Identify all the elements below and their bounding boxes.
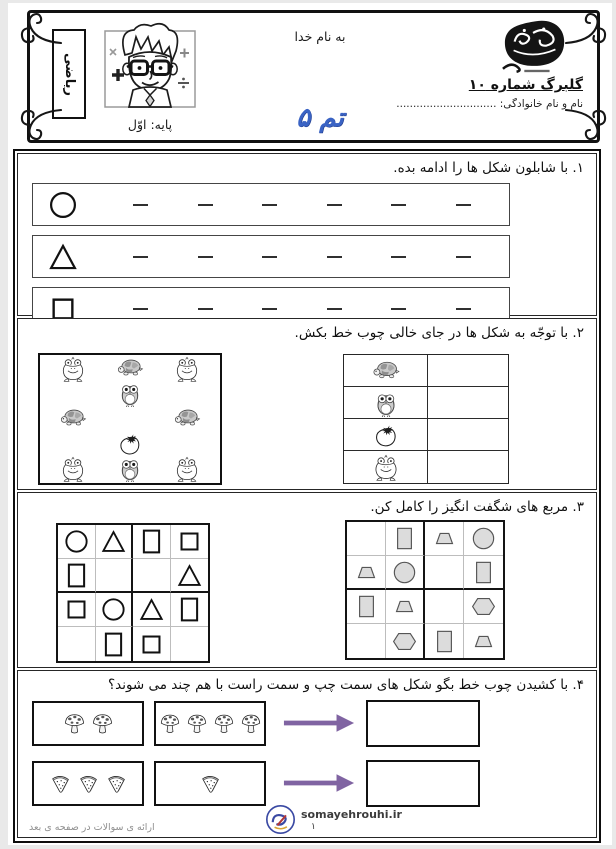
trace-dash[interactable]	[391, 256, 406, 258]
g-rect-cell	[464, 556, 503, 590]
circle-o-cell	[58, 525, 96, 559]
g-circle-icon	[469, 524, 498, 553]
owl-cell	[101, 381, 158, 406]
section-2-title: ۲. با توجّه به شکل ها در جای خالی چوب خط بکش.	[294, 325, 584, 341]
g-rect-cell	[425, 624, 464, 658]
bismillah-text: به نام خدا	[294, 29, 346, 44]
frog-cell	[159, 356, 216, 381]
rect-o-icon	[62, 561, 91, 590]
subject-label: ریاضی	[61, 52, 77, 96]
tally-icon-cell	[344, 387, 428, 418]
count-box-b	[154, 701, 266, 746]
mushroom-icon	[212, 711, 236, 736]
sq-o-icon	[62, 595, 91, 624]
row-shape	[45, 187, 81, 223]
mushroom-icon	[62, 711, 87, 736]
circle-o-icon	[62, 527, 91, 556]
rect-o-icon	[175, 595, 204, 624]
trace-dash[interactable]	[262, 308, 277, 310]
empty-cell[interactable]	[425, 590, 464, 624]
trace-dash[interactable]	[133, 256, 148, 258]
g-rect-cell	[347, 590, 386, 624]
watermelon-icon	[76, 771, 101, 796]
tally-answer-cell[interactable]	[428, 387, 508, 418]
tri-o-cell	[133, 593, 171, 627]
section-1-title: ۱. با شابلون شکل ها را ادامه بده.	[393, 160, 584, 176]
tomato-icon	[372, 421, 400, 449]
turtle-icon	[56, 405, 90, 432]
addition-row-watermelons	[32, 758, 596, 808]
corner-flourish-icon	[564, 106, 610, 152]
tally-row-tomato	[344, 419, 508, 451]
tally-row-owl	[344, 387, 508, 419]
sq-o-icon	[175, 527, 204, 556]
turtle-icon	[372, 357, 400, 385]
page-number: ۱	[311, 821, 316, 832]
tally-icon-cell	[344, 355, 428, 386]
empty-cell[interactable]	[425, 556, 464, 590]
empty-cell[interactable]	[58, 627, 96, 661]
tally-icon-cell	[344, 419, 428, 450]
g-rect-icon	[390, 524, 419, 553]
worksheet-sheet	[8, 3, 612, 845]
section-4-title: ۴. با کشیدن چوب خط بگو شکل های سمت چپ و سمت راست با هم چند می شوند؟	[107, 677, 584, 693]
empty-cell	[44, 381, 101, 406]
turtle-cell	[159, 406, 216, 431]
rect-o-cell	[171, 593, 209, 627]
owl-icon	[113, 455, 147, 482]
frog-icon	[372, 453, 400, 481]
trace-dash[interactable]	[327, 308, 342, 310]
sq-o-cell	[58, 593, 96, 627]
tally-answer-cell[interactable]	[428, 451, 508, 483]
rect-o-icon	[99, 630, 128, 659]
section-3-magic-squares	[17, 492, 597, 668]
picture-grid	[38, 353, 222, 485]
name-field[interactable]: نام و نام خانوادگی: ..............................	[396, 98, 583, 110]
g-trap-cell	[464, 624, 503, 658]
circle-o-cell	[96, 593, 134, 627]
count-box-a	[32, 701, 144, 746]
student-cartoon	[100, 19, 200, 109]
rect-o-cell	[133, 525, 171, 559]
section-2-tally-counting	[17, 318, 597, 490]
tri-o-cell	[171, 559, 209, 593]
tally-row-turtle	[344, 355, 508, 387]
empty-cell[interactable]	[133, 559, 171, 593]
frog-icon	[56, 355, 90, 382]
turtle-cell	[101, 356, 158, 381]
tomato-icon	[113, 430, 147, 457]
g-rect-icon	[469, 558, 498, 587]
section-1-pattern-tracing	[17, 153, 597, 316]
grade-label: پایه: اوّل	[127, 117, 173, 132]
empty-cell	[159, 431, 216, 456]
worksheet-body	[13, 149, 601, 843]
g-rect-icon	[430, 627, 459, 656]
tomato-cell	[101, 431, 158, 456]
header	[27, 10, 600, 143]
trace-dash[interactable]	[456, 256, 471, 258]
empty-cell[interactable]	[347, 522, 386, 556]
g-trap-cell	[386, 590, 425, 624]
count-box-b	[154, 761, 266, 806]
sq-o-cell	[171, 525, 209, 559]
tri-o-icon	[46, 240, 80, 274]
mushroom-icon	[90, 711, 115, 736]
frog-icon	[170, 455, 204, 482]
g-hex-icon	[469, 592, 498, 621]
mushroom-icon	[185, 711, 209, 736]
trace-dash[interactable]	[327, 204, 342, 206]
g-trap-icon	[469, 627, 498, 656]
row-shape	[45, 239, 81, 275]
frog-icon	[56, 455, 90, 482]
tally-answer-cell[interactable]	[428, 419, 508, 450]
rect-o-cell	[96, 627, 134, 661]
magic-square-outline	[56, 523, 210, 663]
g-hex-icon	[390, 627, 419, 656]
theme-title: تم ۵	[296, 103, 344, 133]
empty-cell[interactable]	[347, 624, 386, 658]
turtle-icon	[170, 405, 204, 432]
frog-cell	[159, 456, 216, 481]
rect-o-cell	[58, 559, 96, 593]
sq-o-icon	[137, 630, 166, 659]
g-rect-icon	[352, 592, 381, 621]
frog-cell	[44, 456, 101, 481]
g-hex-cell	[464, 590, 503, 624]
header-right	[396, 15, 591, 110]
tracing-row-triangle	[32, 235, 510, 278]
website-text: somayehrouhi.ir	[301, 807, 402, 821]
trace-dash[interactable]	[133, 308, 148, 310]
g-trap-icon	[430, 524, 459, 553]
tally-row-frog	[344, 451, 508, 483]
tri-o-cell	[96, 525, 134, 559]
trace-dash[interactable]	[198, 256, 213, 258]
header-left	[40, 19, 220, 139]
trace-dash[interactable]	[391, 204, 406, 206]
addition-row-mushrooms	[32, 698, 596, 748]
watermark-logo-icon	[265, 804, 296, 835]
empty-cell	[159, 381, 216, 406]
owl-cell	[101, 456, 158, 481]
arrow-icon	[282, 772, 356, 794]
trace-dash[interactable]	[262, 256, 277, 258]
school-logo-icon	[501, 18, 569, 75]
empty-cell	[101, 406, 158, 431]
owl-icon	[113, 380, 147, 407]
trace-dash[interactable]	[327, 256, 342, 258]
arrow-icon	[282, 712, 356, 734]
tally-answer-cell[interactable]	[428, 355, 508, 386]
tracing-row-circle	[32, 183, 510, 226]
trace-dashes	[133, 308, 471, 310]
g-hex-cell	[386, 624, 425, 658]
header-center	[225, 13, 415, 140]
empty-cell[interactable]	[171, 627, 209, 661]
watermelon-icon	[198, 771, 223, 796]
tracing-rows	[32, 183, 510, 330]
empty-cell	[44, 431, 101, 456]
empty-cell[interactable]	[96, 559, 134, 593]
tri-o-icon	[99, 527, 128, 556]
watermelon-icon	[104, 771, 129, 796]
answer-box[interactable]	[366, 760, 480, 807]
trace-dash[interactable]	[198, 308, 213, 310]
tally-icon-cell	[344, 451, 428, 483]
mushroom-icon	[158, 711, 182, 736]
circle-o-icon	[99, 595, 128, 624]
g-rect-cell	[386, 522, 425, 556]
watermelon-icon	[48, 771, 73, 796]
answer-box[interactable]	[366, 700, 480, 747]
magic-square-gray	[345, 520, 505, 660]
rect-o-icon	[137, 527, 166, 556]
trace-dash[interactable]	[198, 204, 213, 206]
circle-o-icon	[46, 188, 80, 222]
footer-note: ارائه ی سوالات در صفحه ی بعد	[29, 822, 155, 833]
tri-o-icon	[175, 561, 204, 590]
section-3-title: ۳. مربع های شگفت انگیز را کامل کن.	[370, 499, 584, 515]
frog-icon	[170, 355, 204, 382]
mushroom-icon	[239, 711, 263, 736]
owl-icon	[372, 389, 400, 417]
trace-dashes	[133, 204, 471, 206]
trace-dash[interactable]	[133, 204, 148, 206]
sq-o-cell	[133, 627, 171, 661]
g-trap-cell	[425, 522, 464, 556]
turtle-icon	[113, 355, 147, 382]
subject-badge	[52, 29, 86, 119]
turtle-cell	[44, 406, 101, 431]
series-title: گلبرگ شماره ۱۰	[468, 77, 583, 93]
tally-table	[343, 354, 509, 484]
g-circle-icon	[390, 558, 419, 587]
g-trap-icon	[390, 592, 419, 621]
watermark	[265, 804, 402, 835]
trace-dash[interactable]	[456, 308, 471, 310]
g-circle-cell	[464, 522, 503, 556]
trace-dash[interactable]	[456, 204, 471, 206]
trace-dashes	[133, 256, 471, 258]
count-box-a	[32, 761, 144, 806]
g-trap-icon	[352, 558, 381, 587]
tri-o-icon	[137, 595, 166, 624]
trace-dash[interactable]	[262, 204, 277, 206]
trace-dash[interactable]	[391, 308, 406, 310]
frog-cell	[44, 356, 101, 381]
g-circle-cell	[386, 556, 425, 590]
g-trap-cell	[347, 556, 386, 590]
